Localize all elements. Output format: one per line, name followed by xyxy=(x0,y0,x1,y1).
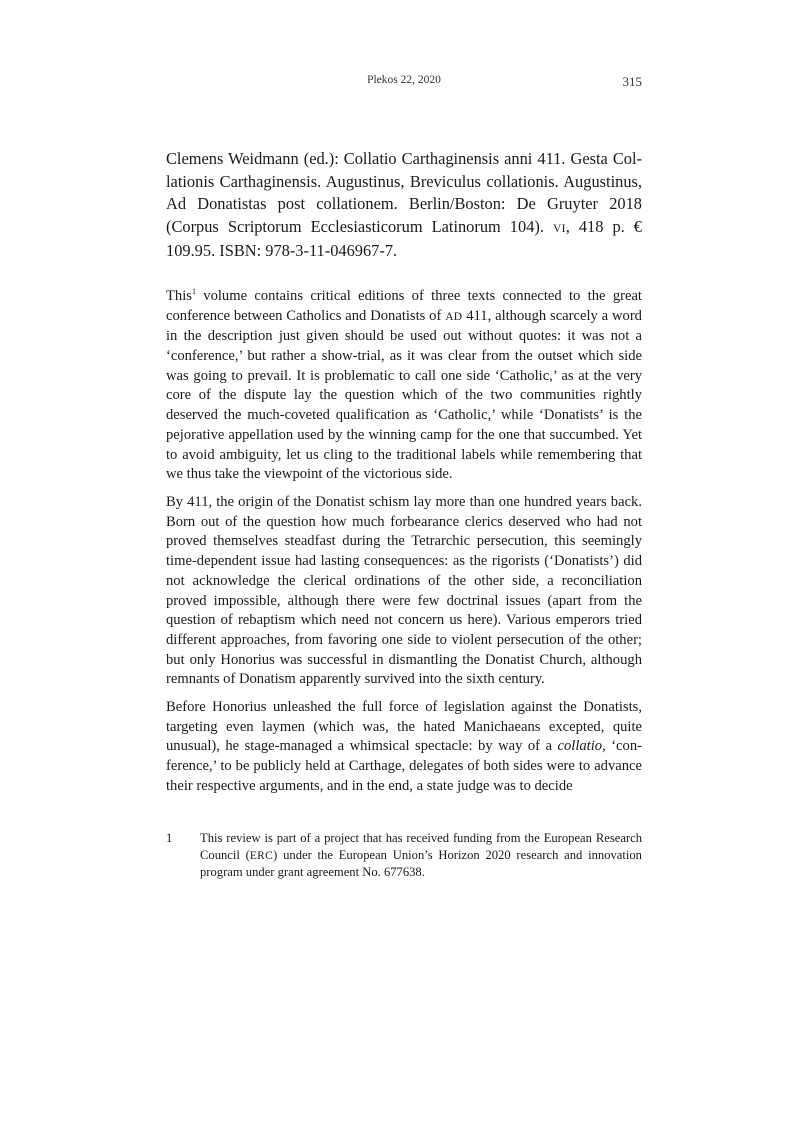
paragraph-1-text-a: volume contains critical editions of three texts connected to the great conference between Catholics and Donatists of xyxy=(166,287,642,324)
paragraph-1 xyxy=(166,287,642,485)
era-abbreviation: AD xyxy=(445,310,463,323)
footnote-text xyxy=(200,830,642,881)
paragraph-3-text-a: Before Honorius unleashed the full force of legislation against the Donatists, targeting even laymen (which was, the hated Manichaeans excepted, quite unusual), he stage-managed a whimsical spectacle: by way of a xyxy=(166,699,642,755)
footnote xyxy=(166,830,642,881)
paragraph-1-lead: This xyxy=(166,287,192,304)
journal-title: Plekos 22, 2020 xyxy=(367,74,441,86)
footnote-text-a: This review is part of a project that has received funding from the European Research Council ( xyxy=(200,831,642,862)
paragraph-3-text-b: , ‘conference,’ to be publicly held at Carthage, delegates of both sides were to advance their respective arguments, and in the end, a state judge was to decide xyxy=(166,738,643,794)
paragraph-2: By 411, the origin of the Donatist schism lay more than one hundred years back. Born out of the question how much forbearance clerics deserved who had not proved themselves steadfast during the Tetrarchic persecution, this seemingly time-dependent issue had lasting consequences: as the rigorists (‘Donatists’) did not acknowledge the clerical ordinations of the other side, a reconciliation proved impossible, although there were few doctrinal issues (apart from the question of rebaptism which need not concern us here). Various emperors tried different approaches, from favoring one side to violent persecution of the other; but only Honorius was successful in dismantling the Donatist Church, although remnants of Donatism apparently survived into the sixth century. xyxy=(166,494,642,688)
article-body xyxy=(166,148,642,805)
paragraph-1-text-b: 411, although scarcely a word in the description just given should be used out without quotes: it was not a ‘conference,’ but rather a show-trial, as it was clear from the outset which side was going to prevail. It is problematic to call one side ‘Catholic,’ as at the very core of the dispute lay the question which of the two communities rightly deserved the much-coveted qualification as ‘Catholic,’ while ‘Donatists’ is the pejorative appellation used by the winning camp for the one that succumbed. Yet to avoid ambiguity, let us cling to the traditional labels while remembering that we thus take the viewpoint of the victorious side. xyxy=(166,307,642,483)
footnote-acronym: ERC xyxy=(249,849,274,862)
paragraph-3 xyxy=(166,698,642,797)
footnote-number: 1 xyxy=(166,831,173,845)
book-citation xyxy=(166,148,642,263)
footnote-text-b: ) under the European Union’s Horizon 2020 research and innovation program under grant agreement No. 677638. xyxy=(200,847,642,880)
citation-volume-numeral: VI xyxy=(552,222,566,235)
citation-text: Clemens Weidmann (ed.): Collatio Carthaginensis anni 411. Gesta Collationis Carthaginensis. Augustinus, Breviculus collationis. Augustinus, Ad Donatistas post collationem. Berlin/Boston: De Gruyter 2018 (Corpus Scriptorum Ecclesiasticorum Latinorum 104). xyxy=(166,149,642,236)
footnote-marker: 1 xyxy=(191,286,196,296)
paragraph-3-italic-term: collatio xyxy=(557,738,603,755)
page-number: 315 xyxy=(622,74,642,89)
citation-text-end: , 418 p. € 109.95. ISBN: 978-3-11-046967-7. xyxy=(166,216,642,261)
